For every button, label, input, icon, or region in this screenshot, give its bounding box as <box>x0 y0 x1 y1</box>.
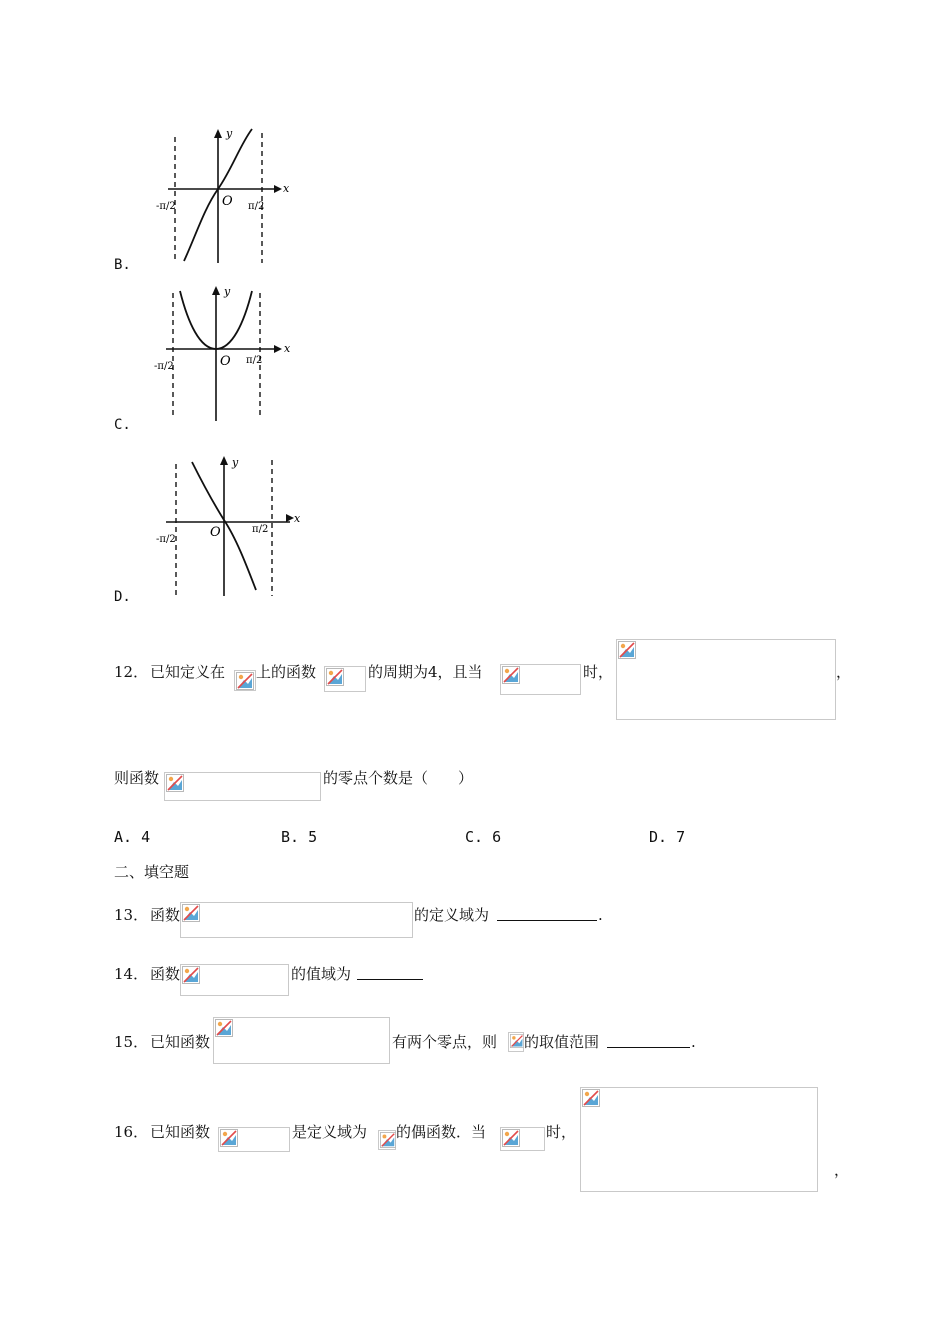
q13-formula <box>180 902 413 938</box>
q12-formula-domain <box>234 670 256 691</box>
q15-text-2: 有两个零点，则 <box>392 1033 498 1051</box>
q12-line2-b: 的零点个数是（ ） <box>323 769 474 787</box>
q16-formula-condition <box>500 1127 545 1151</box>
q12-choice-c: C. 6 <box>465 828 502 846</box>
option-c-graph <box>148 283 300 423</box>
right-tick-label: π/2 <box>248 201 265 212</box>
q16-number: 16． <box>114 1123 149 1141</box>
q16-formula-function <box>218 1127 290 1152</box>
section-heading: 二、填空题 <box>114 863 190 881</box>
q15-text-1: 已知函数 <box>150 1033 211 1051</box>
left-tick-label: -π/2 <box>154 361 174 372</box>
q12-choice-b: B. 5 <box>281 828 318 846</box>
q14-text-2: 的值域为 <box>291 965 352 983</box>
q12-choice-a: A. 4 <box>114 828 151 846</box>
origin-label: O <box>222 194 233 209</box>
q16-text-1: 已知函数 <box>150 1123 211 1141</box>
q12-line2-a: 则函数 <box>114 769 160 787</box>
broken-image-icon <box>182 966 200 984</box>
right-tick-label: π/2 <box>252 524 269 535</box>
x-axis-label: x <box>294 512 301 525</box>
broken-image-icon <box>220 1129 238 1147</box>
broken-image-icon <box>182 904 200 922</box>
broken-image-icon <box>502 1129 520 1147</box>
option-c-label: C. <box>114 417 131 433</box>
q13-answer-blank[interactable] <box>497 906 597 921</box>
q12-text-4: 时， <box>583 663 614 681</box>
q12-formula-piecewise <box>616 639 836 720</box>
q16-formula-piecewise <box>580 1087 818 1192</box>
q15-text-3: 的取值范围 <box>524 1033 600 1051</box>
x-axis-label: x <box>284 342 291 355</box>
option-b-graph <box>150 125 300 270</box>
q13-text-2: 的定义域为 <box>414 906 490 924</box>
q12-text-1: 已知定义在 <box>150 663 226 681</box>
left-tick-label: -π/2 <box>156 534 176 545</box>
left-tick-label: -π/2 <box>156 201 176 212</box>
broken-image-icon <box>582 1089 600 1107</box>
q13-number: 13． <box>114 906 149 924</box>
origin-label: O <box>220 354 231 369</box>
q15-number: 15． <box>114 1033 149 1051</box>
q12-formula-interval <box>500 664 581 695</box>
y-axis-label: y <box>232 456 239 469</box>
broken-image-icon <box>618 641 636 659</box>
q16-text-5: ， <box>834 1161 850 1179</box>
broken-image-icon <box>380 1132 396 1148</box>
q13-text-1: 函数 <box>150 906 181 924</box>
q16-formula-domain <box>378 1130 396 1150</box>
broken-image-icon <box>166 774 184 792</box>
q12-text-2: 上的函数 <box>256 663 317 681</box>
q12-formula-zero-function <box>164 772 321 801</box>
q15-text-4: . <box>691 1033 696 1051</box>
option-b-label: B. <box>114 257 131 273</box>
origin-label: O <box>210 525 221 540</box>
q15-formula <box>213 1017 390 1064</box>
broken-image-icon <box>215 1019 233 1037</box>
option-d-graph <box>148 452 303 600</box>
y-axis-label: y <box>224 285 231 298</box>
q16-text-3: 的偶函数．当 <box>396 1123 487 1141</box>
q14-formula <box>180 964 289 996</box>
y-axis-label: y <box>226 127 233 140</box>
q15-param <box>508 1032 524 1052</box>
q12-text-5: ， <box>836 663 852 681</box>
q14-text-1: 函数 <box>150 965 181 983</box>
q14-answer-blank[interactable] <box>357 965 423 980</box>
q12-choice-d: D. 7 <box>649 828 686 846</box>
q13-text-3: . <box>598 906 603 924</box>
broken-image-icon <box>502 666 520 684</box>
q14-number: 14． <box>114 965 149 983</box>
broken-image-icon <box>236 672 254 690</box>
x-axis-label: x <box>283 182 290 195</box>
q12-text-3: 的周期为4，且当 <box>368 663 483 681</box>
broken-image-icon <box>510 1034 524 1048</box>
option-d-label: D. <box>114 589 131 605</box>
q15-answer-blank[interactable] <box>607 1033 690 1048</box>
right-tick-label: π/2 <box>246 355 263 366</box>
q16-text-4: 时， <box>546 1123 577 1141</box>
broken-image-icon <box>326 668 344 686</box>
q12-number: 12． <box>114 663 149 681</box>
q16-text-2: 是定义域为 <box>292 1123 368 1141</box>
q12-formula-function <box>324 666 366 692</box>
